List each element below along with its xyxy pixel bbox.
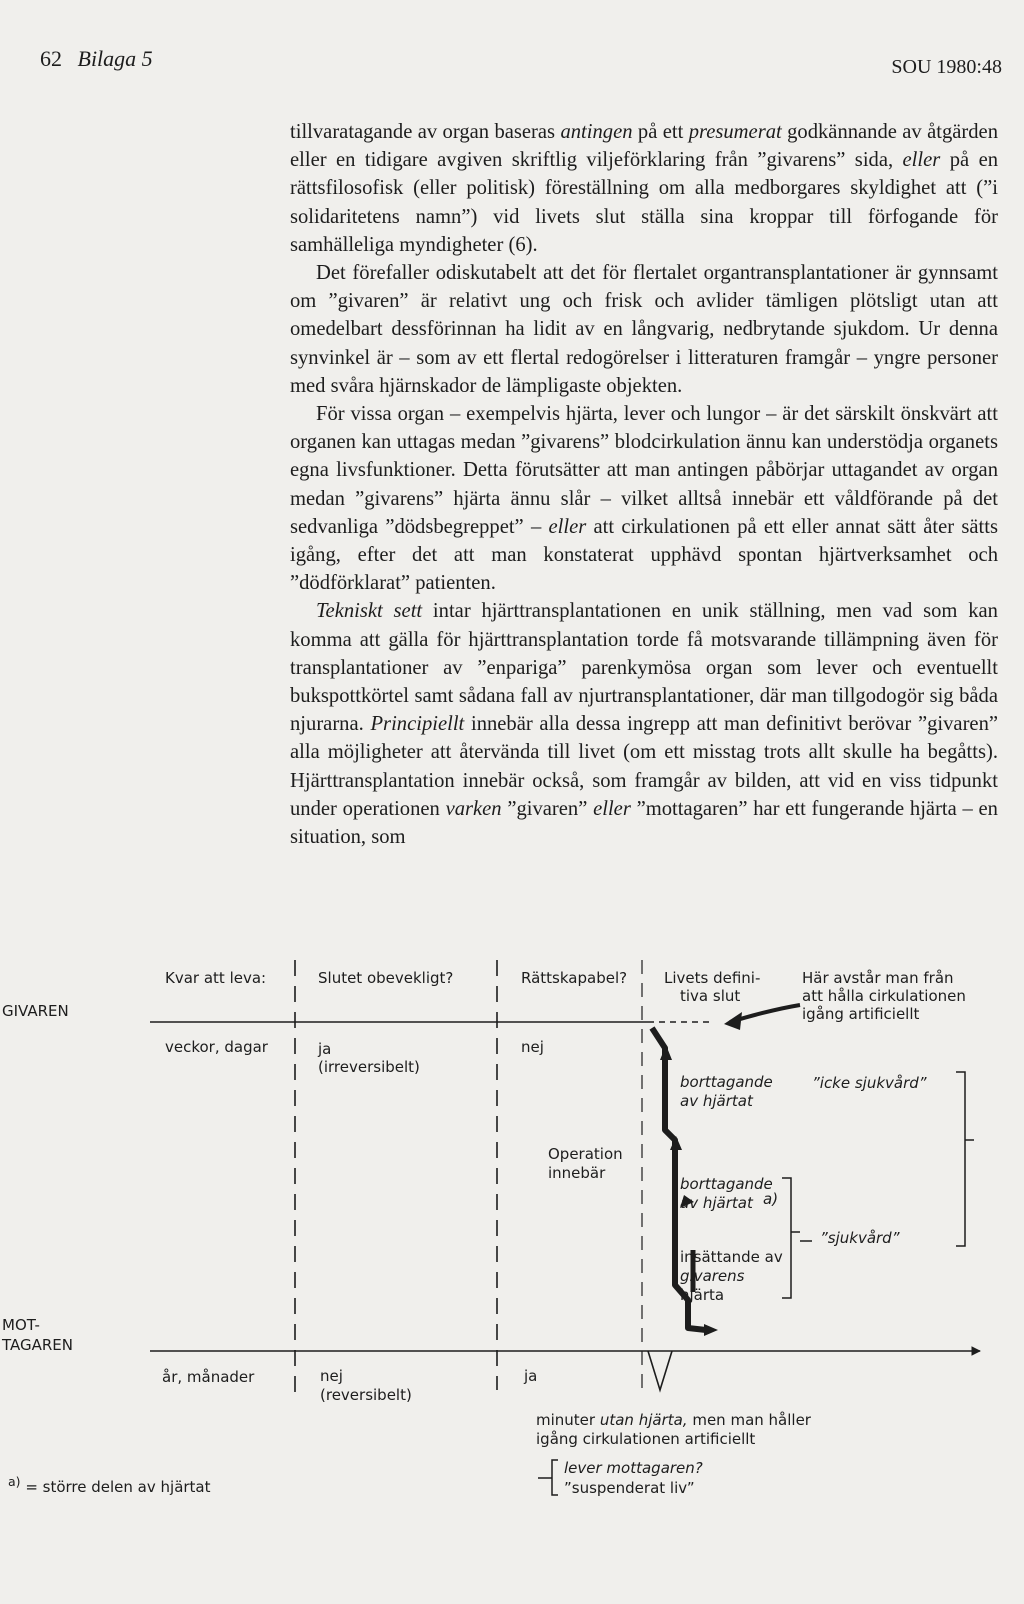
page-number: 62: [40, 46, 62, 71]
row-label-mottagaren-1: MOT-: [2, 1316, 40, 1334]
col3-mottagaren: ja: [524, 1367, 538, 1385]
footnote: [8, 1474, 211, 1496]
minuter-line-2: igång cirkulationen artificiellt: [536, 1430, 756, 1448]
col3-header: Rättskapabel?: [521, 969, 628, 987]
step2-label-2: av hjärtat: [680, 1194, 753, 1212]
document-id: SOU 1980:48: [891, 56, 1002, 78]
mottagaren-dip: [648, 1351, 672, 1390]
step1-label-2: av hjärtat: [680, 1092, 753, 1110]
sjukvard-label: ”sjukvård”: [820, 1229, 900, 1247]
note-line-2: att hålla cirkulationen: [802, 987, 966, 1005]
question-1: lever mottagaren?: [564, 1459, 703, 1477]
col4-header-2: tiva slut: [680, 987, 741, 1005]
note-line-1: Här avstår man från: [802, 969, 954, 987]
body-text: [290, 118, 998, 851]
row-label-givaren: GIVAREN: [2, 1002, 69, 1020]
note-line-3: igång artificiellt: [802, 1005, 920, 1023]
paragraph: För vissa organ – exempelvis hjärta, lever och lungor – är det särskilt önskvärt att organen kan uttagas medan ”givarens” blodcirkulation ännu kan understödja organets egna livsfunktioner. Detta förutsätter att man antingen påbörjar uttagandet av organ medan ”givarens” hjärta ännu slår – vilket alltså innebär ett våldförande på det sedvanliga ”dödsbegreppet” – eller att cirkulationen på ett eller annat sätt åter sätts igång, efter det att man konstaterat upphävd spontan hjärtverksamhet och ”dödförklarat” patienten.: [290, 403, 999, 595]
col2-givaren-1: ja: [318, 1040, 332, 1058]
transplantation-diagram: [0, 950, 1024, 1510]
bracket-outer: [956, 1072, 974, 1246]
question-bracket: [538, 1460, 558, 1495]
col2-givaren-2: (irreversibelt): [318, 1058, 420, 1076]
footnote-text: = större delen av hjärtat: [20, 1478, 211, 1496]
col2-mottagaren-2: (reversibelt): [320, 1386, 412, 1404]
question-2: ”suspenderat liv”: [564, 1479, 695, 1497]
paragraph: Det förefaller odiskutabelt att det för flertalet organtransplantationer är gynnsamt om ”givaren” är relativt ung och frisk och avlider tämligen plötsligt utan att omedelbart dessförinnan ha lidit av en långvarig, nedbrytande sjukdom. Ur denna synvinkel är – som av ett flertal redogörelser i litteraturen framgår – yngre personer med svåra hjärnskador de lämpligaste objekten.: [290, 262, 998, 397]
icke-sjukvard-label: ”icke sjukvård”: [812, 1074, 927, 1092]
col4-header-1: Livets defini-: [664, 969, 761, 987]
paragraph: tillvaratagande av organ baseras antingen på ett presumerat godkännande av åtgärden eller en tidigare avgiven skriftlig viljeförklaring från ”givarens” sida, eller på en rättsfilosofisk (eller politisk) föreställning om alla medborgares skyldighet att (”i solidaritetens namn”) vid livets slut ställa sina kroppar till förfogande för samhälleliga myndigheter (6).: [290, 121, 999, 256]
col3-mid-2: innebär: [548, 1164, 606, 1182]
paragraph: Tekniskt sett intar hjärttransplantationen en unik ställning, men vad som kan komma att gälla för hjärttransplantation torde få motsvarande tillämpning även för transplantationer av ”enpariga” parenkymösa organ som lever och eventuellt bukspottkörtel samt sådana fall av njurtransplantationer, där man tillgodogör sig båda njurarna. Principiellt innebär alla dessa ingrepp att man definitivt berövar ”givaren” alla möjligheter att återvända till livet (om ett misstag trots allt skulle ha begåtts). Hjärttransplantation innebär också, som framgår av bilden, att vid en viss tidpunkt under operationen varken ”givaren” eller ”mottagaren” har ett fungerande hjärta – en situation, som: [290, 600, 999, 849]
step3-label-3: hjärta: [680, 1286, 725, 1304]
row-label-mottagaren-2: TAGAREN: [2, 1336, 74, 1354]
minuter-line-1: minuter utan hjärta, men man håller: [536, 1411, 811, 1429]
step3-label-1: insättande av: [680, 1248, 783, 1266]
step3-label-2: givarens: [680, 1267, 745, 1285]
step2-label-1: borttagande: [680, 1175, 773, 1193]
page-header: [40, 46, 153, 72]
col2-header: Slutet obevekligt?: [318, 969, 454, 987]
col1-mottagaren: år, månader: [162, 1368, 255, 1386]
bracket-sjukvard: [782, 1178, 800, 1298]
step2-sup: a): [763, 1190, 779, 1208]
col3-givaren: nej: [521, 1038, 544, 1056]
col3-mid-1: Operation: [548, 1145, 623, 1163]
section-title: Bilaga 5: [77, 46, 153, 71]
footnote-mark: a): [8, 1474, 21, 1489]
col2-mottagaren-1: nej: [320, 1367, 343, 1385]
col1-givaren: veckor, dagar: [165, 1038, 268, 1056]
step1-label-1: borttagande: [680, 1073, 773, 1091]
col1-header: Kvar att leva:: [165, 969, 267, 987]
